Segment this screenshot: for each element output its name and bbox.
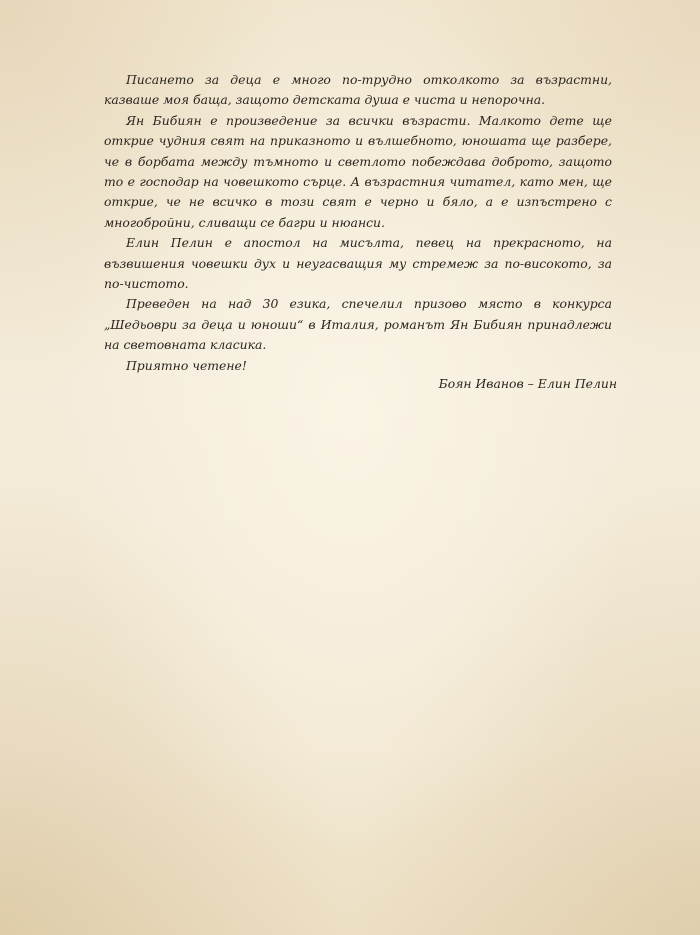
paragraph-text: Ян Бибиян е произведение за всички възрасти. Малкото дете ще открие чудния свят на приказното и вълшебното, юношата ще разбере, че в борбата между тъмното и светлото побеждава доброто, защото то е господар на човешкото сърце. А възрастния читател, като мен, ще открие, че не всичко в този свят е черно и бяло, а е изпъстрено с многобройни, сливащи се багри и нюанси. [104, 112, 612, 230]
paragraph-4 [104, 294, 612, 355]
contest-title: Шедьоври за деца и юноши [110, 316, 298, 332]
paragraph-text: Писането за деца е много по-трудно отколкото за възрастни, казваше моя баща, защото детската душа е чиста и непорочна. [104, 72, 612, 108]
signature: Боян Иванов – Елин Пелин [438, 376, 617, 391]
closing-line: Приятно четене! [126, 357, 247, 373]
paragraph-1 [104, 70, 612, 111]
paragraph-3 [104, 233, 612, 294]
paragraph-text: Елин Пелин е апостол на мисълта, певец на прекрасното, на възвишения човешки дух и неугасващия му стремеж за по-високото, за по-чистото. [104, 235, 612, 292]
body-text [104, 70, 612, 376]
paragraph-2 [104, 111, 612, 233]
paragraph-text: Преведен на над 30 езика, спечелил призово място в конкурса „ [104, 296, 612, 332]
paragraph-text: “ в Италия, романът Ян Бибиян принадлежи на световната класика. [104, 316, 612, 353]
